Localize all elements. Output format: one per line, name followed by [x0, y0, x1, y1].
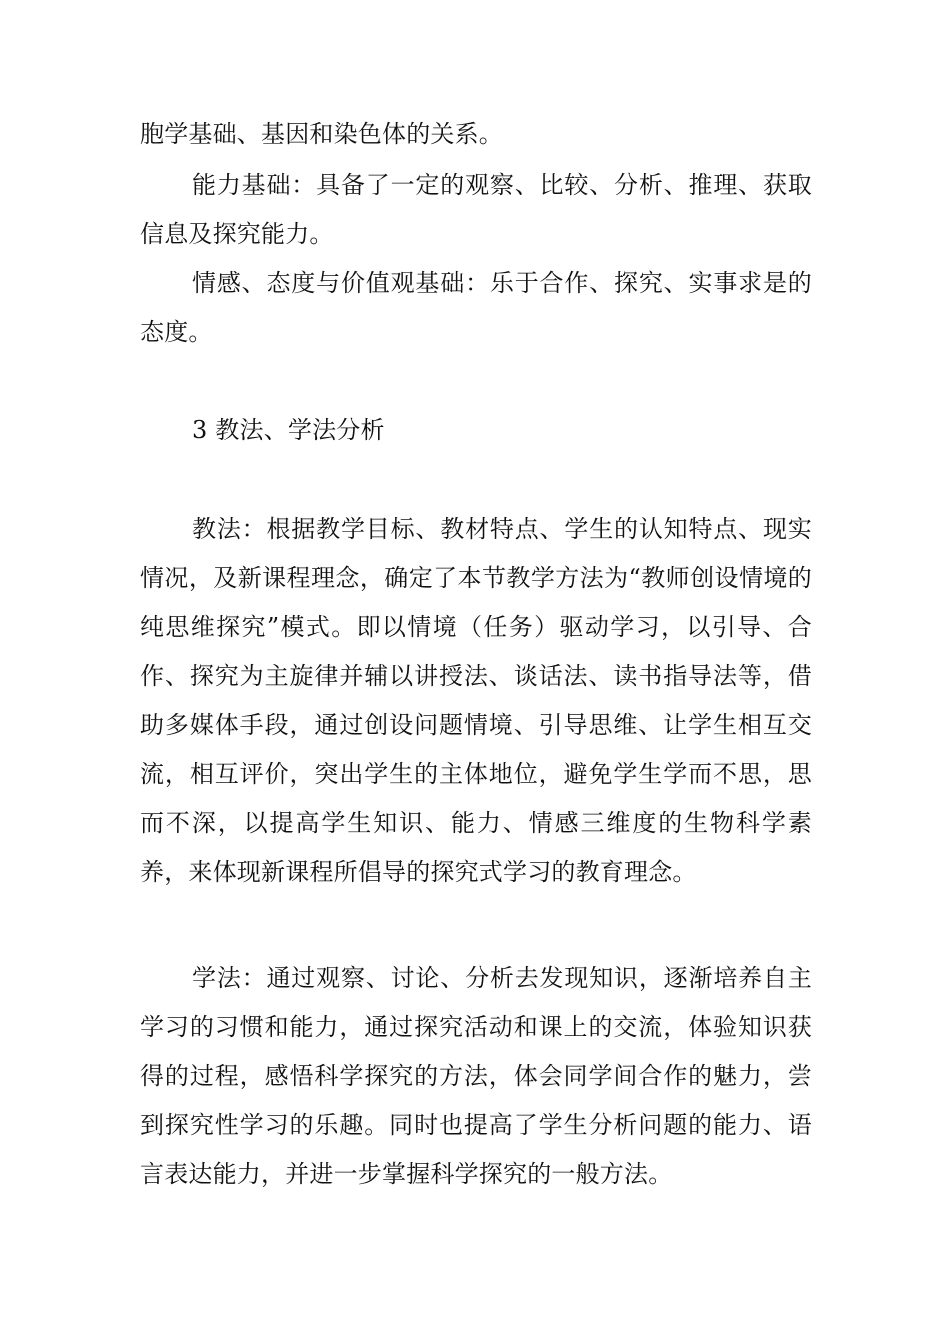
- section-heading-methods: 3 教法、学法分析: [192, 416, 385, 444]
- paragraph-teaching-method: 教法：根据教学目标、教材特点、学生的认知特点、现实情况，及新课程理念，确定了本节教学方法为“教师创设情境的纯思维探究”模式。即以情境（任务）驱动学习，以引导、合作、探究为主旋律并辅以讲授法、谈话法、读书指导法等，借助多媒体手段，通过创设问题情境、引导思维、让学生相互交流，相互评价，突出学生的主体地位，避免学生学而不思，思而不深，以提高学生知识、能力、情感三维度的生物科学素养，来体现新课程所倡导的探究式学习的教育理念。: [140, 515, 812, 886]
- paragraph-emotion-basis: 情感、态度与价值观基础：乐于合作、探究、实事求是的态度。: [140, 269, 812, 346]
- paragraph-learning-method: 学法：通过观察、讨论、分析去发现知识，逐渐培养自主学习的习惯和能力，通过探究活动和课上的交流，体验知识获得的过程，感悟科学探究的方法，体会同学间合作的魅力，尝到探究性学习的乐趣。同时也提高了学生分析问题的能力、语言表达能力，并进一步掌握科学探究的一般方法。: [140, 964, 812, 1188]
- paragraph-ability-basis: 能力基础：具备了一定的观察、比较、分析、推理、获取信息及探究能力。: [140, 171, 812, 248]
- paragraph-cell-basis-end: 胞学基础、基因和染色体的关系。: [140, 120, 503, 148]
